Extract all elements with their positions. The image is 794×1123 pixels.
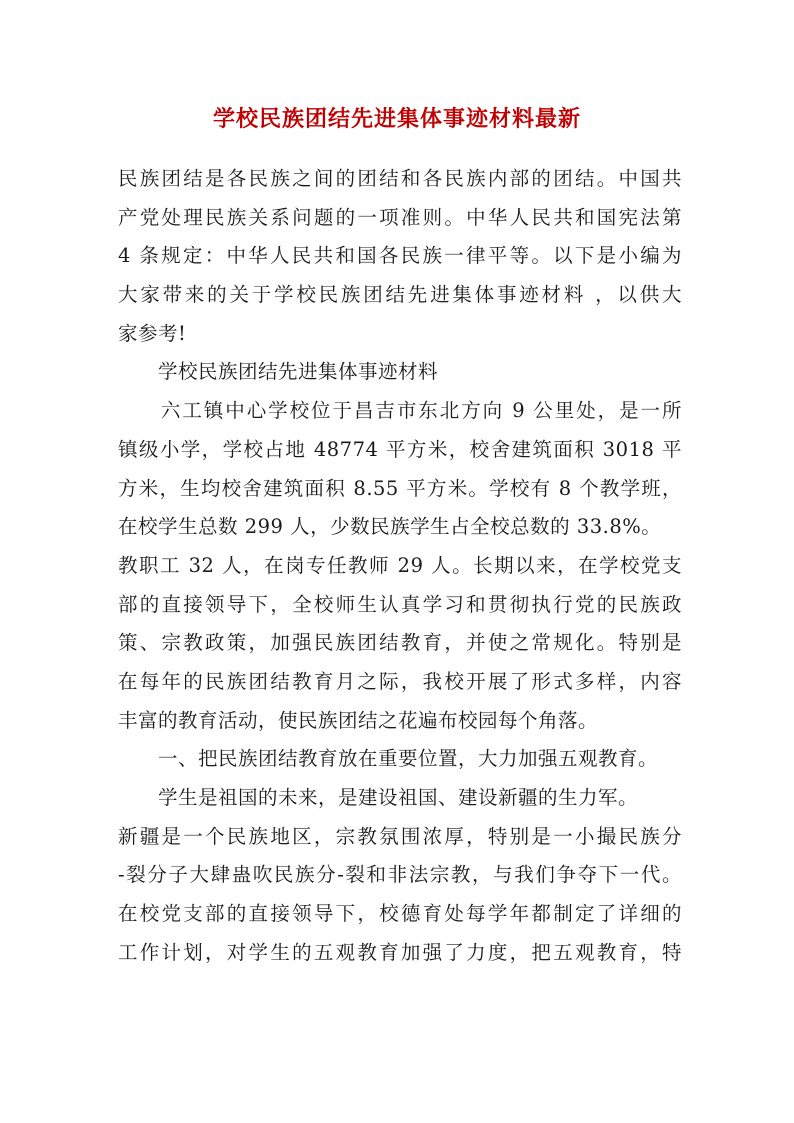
document-title: 学校民族团结先进集体事迹材料最新 (212, 106, 581, 132)
text-line: 产党处理民族关系问题的一项准则。中华人民共和国宪法第 (118, 205, 682, 229)
text-line: 民族团结是各民族之间的团结和各民族内部的团结。中国共 (118, 167, 682, 190)
text-line: 镇级小学，学校占地 48774 平方米，校舍建筑面积 3018 平 (118, 437, 682, 461)
text-line: 在每年的民族团结教育月之际，我校开展了形式多样，内容 (118, 669, 682, 693)
section-heading: 一、把民族团结教育放在重要位置，大力加强五观教育。 (118, 747, 659, 771)
text-line: 新疆是一个民族地区，宗教氛围浓厚，特别是一小撮民族分 (118, 824, 682, 848)
text-line: 策、宗教政策，加强民族团结教育，并使之常规化。特别是 (118, 631, 682, 655)
text-line: 教职工 32 人，在岗专任教师 29 人。长期以来，在学校党支 (118, 553, 682, 577)
document-body (118, 160, 682, 972)
text-line: 在校学生总数 299 人，少数民族学生占全校总数的 33.8%。 (118, 515, 662, 539)
text-line: 家参考! (118, 321, 187, 345)
text-line: 工作计划，对学生的五观教育加强了力度，把五观教育，特 (118, 940, 682, 964)
text-line: 六工镇中心学校位于昌吉市东北方向 9 公里处，是一所 (118, 399, 682, 423)
text-line: 方米，生均校舍建筑面积 8.55 平方米。学校有 8 个教学班， (118, 476, 682, 500)
text-line: 4 条规定：中华人民共和国各民族一律平等。以下是小编为 (118, 244, 682, 268)
section-heading: 学校民族团结先进集体事迹材料 (118, 360, 439, 384)
text-line: 在校党支部的直接领导下，校德育处每学年都制定了详细的 (118, 902, 682, 926)
text-line: 学生是祖国的未来，是建设祖国、建设新疆的生力军。 (118, 786, 639, 809)
text-line: -裂分子大肆蛊吹民族分-裂和非法宗教，与我们争夺下一代。 (118, 863, 682, 887)
text-line: 部的直接领导下，全校师生认真学习和贯彻执行党的民族政 (118, 592, 682, 616)
text-line: 丰富的教育活动，使民族团结之花遍布校园每个角落。 (118, 708, 599, 732)
text-line: 大家带来的关于学校民族团结先进集体事迹材料 ，以供大 (118, 283, 682, 307)
